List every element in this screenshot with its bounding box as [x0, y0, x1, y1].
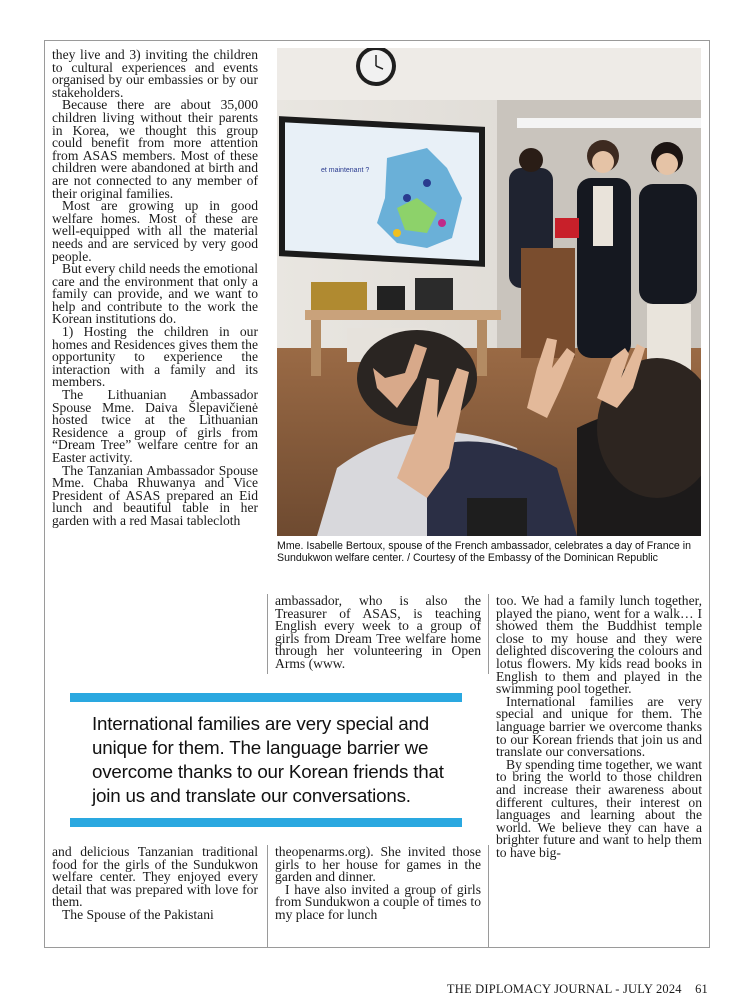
paragraph: By spending time together, we want to bring the world to those children and increase their awareness about different cultures, their interest on languages and learning about the world. We believe they can have a brighter future and want to help them to have big- [496, 756, 702, 860]
column-2-top [275, 595, 481, 671]
paragraph: too. We had a family lunch together, played the piano, went for a walk… I showed them the Buddhist temple close to my house and they were delighted discovering the colours and lotus flowers. My kids read books in English to them and played in the swimming pool together. [496, 593, 702, 697]
paragraph: 1) Hosting the children in our homes and Residences gives them the opportunity to experience the interaction with a family and its members. [52, 324, 258, 390]
paragraph: Because there are about 35,000 children living without their parents in Korea, we thought this group could benefit from more attention from ASAS members. Most of these children were abandoned at birth and are not connected to any member of their original families. [52, 97, 258, 201]
page-number: 61 [695, 982, 708, 996]
column-3 [496, 595, 702, 859]
pullquote: International families are very special and unique for them. The language barrier we overcome thanks to our Korean friends that join us and translate our conversations. [92, 713, 444, 806]
column-1-top [52, 49, 258, 528]
pullquote-top-bar [70, 693, 462, 702]
column-rule [488, 845, 489, 947]
column-rule [488, 594, 489, 674]
paragraph: The Lithuanian Ambassador Spouse Mme. Daiva Šlepavičienė hosted twice at the Lithuanian Residence a group of girls from “Dream Tree” welfare centre for an Easter activity. [52, 387, 258, 465]
page-footer [447, 982, 708, 997]
paragraph: ambassador, who is also the Treasurer of ASAS, is teaching English every week to a group of girls from Dream Tree welfare home through her volunteering in Open Arms (www. [275, 593, 481, 671]
paragraph: and delicious Tanzanian traditional food for the girls of the Sundukwon welfare center. They enjoyed every detail that was prepared with love for them. [52, 844, 258, 910]
column-rule [267, 594, 268, 674]
paragraph: I have also invited a group of girls from Sundukwon a couple of times to my place for lunch [275, 881, 481, 922]
paragraph: But every child needs the emotional care and the environment that only a family can provide, and we want to help and contribute to the work the Korean institutions do. [52, 261, 258, 327]
paragraph: The Spouse of the Pakistani [62, 906, 214, 922]
pullquote-bottom-bar [70, 818, 462, 827]
screen-text: et maintenant ? [321, 167, 370, 174]
paragraph: International families are very special and unique for them. The language barrier we overcome thanks to our Korean friends that join us and translate our conversations. [496, 693, 702, 760]
column-2-bottom [275, 846, 481, 922]
paragraph: Most are growing up in good welfare homes. Most of these are well-equipped with all the material needs and are serviced by very good people. [52, 198, 258, 264]
event-photo [277, 48, 701, 536]
column-1-bottom [52, 846, 258, 922]
paragraph: theopenarms.org). She invited those girls to her house for games in the garden and dinner. [275, 844, 481, 885]
column-rule [267, 845, 268, 947]
paragraph: The Tanzanian Ambassador Spouse Mme. Chaba Rhuwanya and Vice President of ASAS prepared an Eid lunch and beautiful table in her garden with a red Masai tablecloth [52, 462, 258, 528]
publication-name: THE DIPLOMACY JOURNAL - JULY 2024 [446, 982, 682, 996]
photo-caption: Mme. Isabelle Bertoux, spouse of the French ambassador, celebrates a day of France in Sundukwon welfare center. / Courtesy of the Embassy of the Dominican Republic [277, 540, 691, 564]
paragraph: they live and 3) inviting the children to cultural experiences and events organised by our embassies or by our stakeholders. [52, 47, 258, 100]
photo-illustration [277, 48, 701, 536]
